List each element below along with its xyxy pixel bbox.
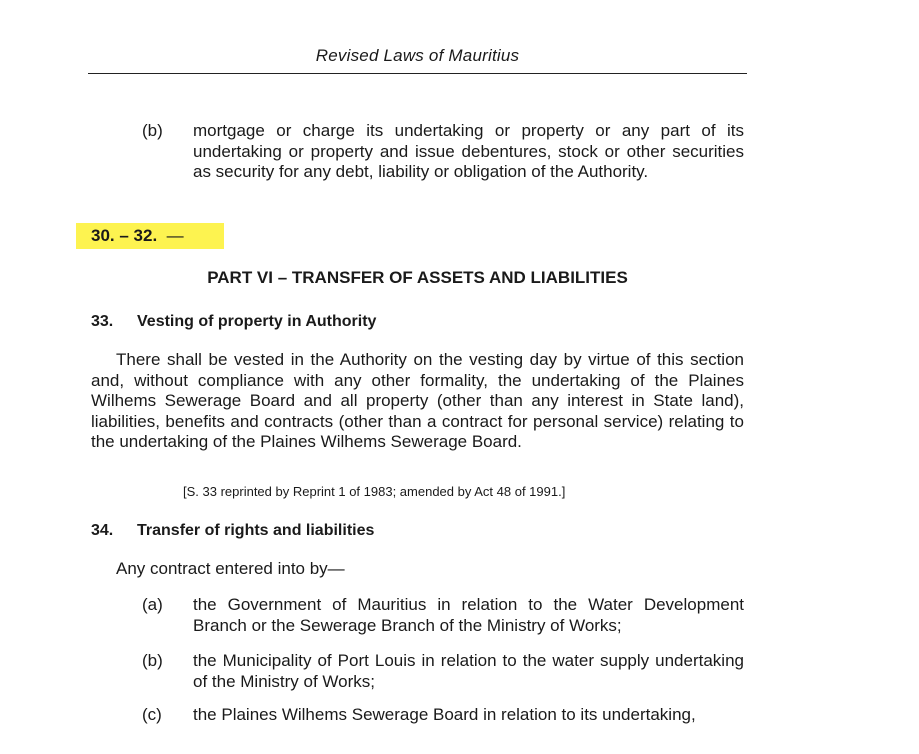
item-34c-label: (c) xyxy=(142,705,162,724)
item-34c-text: the Plaines Wilhems Sewerage Board in relation to its undertaking, xyxy=(193,705,696,724)
section-33-heading xyxy=(91,313,376,331)
item-34b-label: (b) xyxy=(142,651,163,670)
section-34-heading xyxy=(91,522,374,540)
item-34a-label: (a) xyxy=(142,595,163,614)
item-29b-label: (b) xyxy=(142,121,163,140)
section-34-intro: Any contract entered into by— xyxy=(116,559,345,578)
section-33-note: [S. 33 reprinted by Reprint 1 of 1983; amended by Act 48 of 1991.] xyxy=(183,484,566,499)
item-34a-text: the Government of Mauritius in relation to the Water Development Branch or the Sewerage Branch of the Ministry of Works; xyxy=(193,595,744,635)
item-29b-text: mortgage or charge its undertaking or property or any part of its undertaking or property and issue debentures, stock or other securities as security for any debt, liability or obligation of the Authority. xyxy=(193,121,744,181)
section-34-title: Transfer of rights and liabilities xyxy=(137,522,375,539)
section-33-body: There shall be vested in the Authority on the vesting day by virtue of this section and, without compliance with any other formality, the undertaking of the Plaines Wilhems Sewerage Board and all property (other than any interest in State land), liabilities, benefits and contracts (other than a contract for personal service) relating to the undertaking of the Plaines Wilhems Sewerage Board. xyxy=(91,350,744,451)
item-34b-text: the Municipality of Port Louis in relation to the water supply undertaking of the Ministry of Works; xyxy=(193,651,744,691)
sections-30-32-dash: — xyxy=(166,226,184,245)
section-34-number: 34. xyxy=(91,522,114,539)
running-head: Revised Laws of Mauritius xyxy=(315,46,520,65)
part-heading: PART VI – TRANSFER OF ASSETS AND LIABILITIES xyxy=(207,268,628,287)
section-33-number: 33. xyxy=(91,313,114,330)
sections-30-32-heading xyxy=(91,226,184,246)
sections-30-32-range: 30. – 32. xyxy=(91,226,158,245)
section-33-title: Vesting of property in Authority xyxy=(137,313,377,330)
header-rule xyxy=(88,73,747,74)
